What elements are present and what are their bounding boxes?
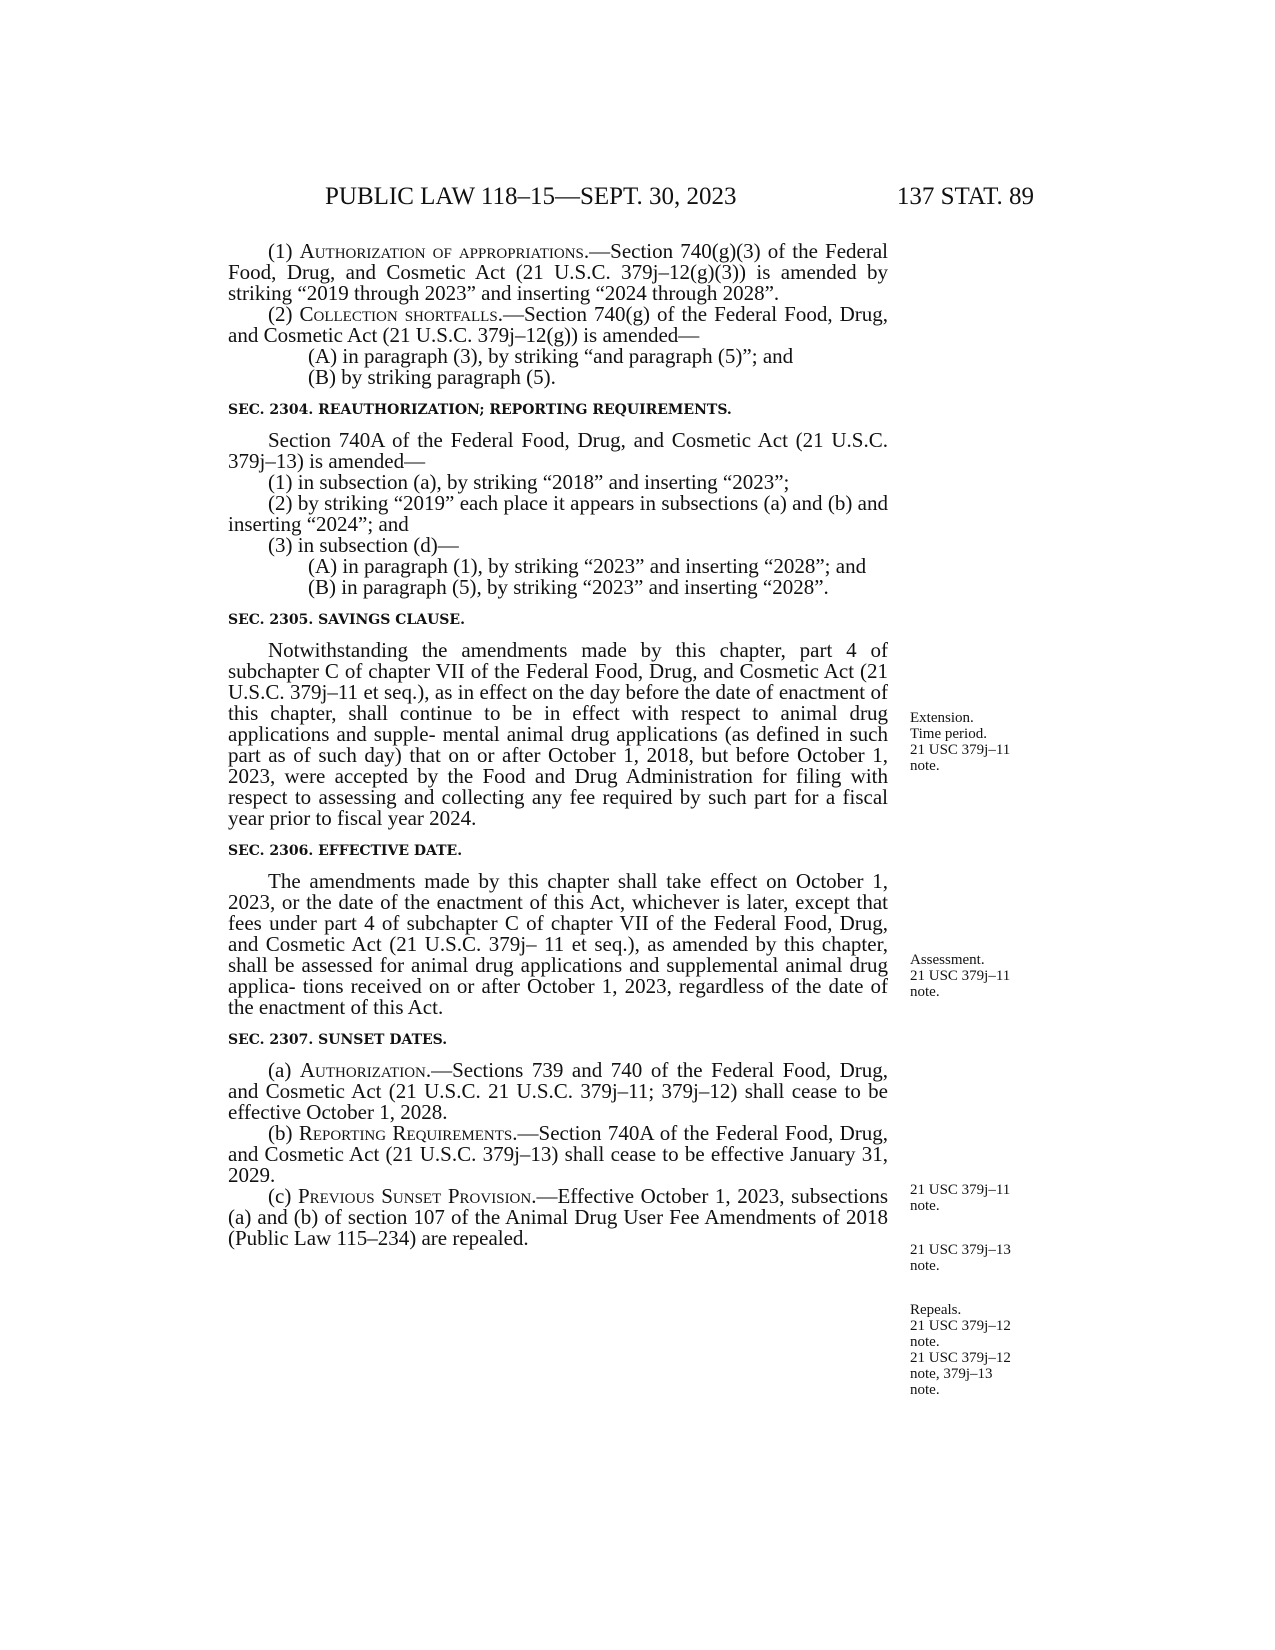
section-heading-2305: SEC. 2305. SAVINGS CLAUSE.: [228, 612, 465, 628]
section-heading-2307: SEC. 2307. SUNSET DATES.: [228, 1032, 448, 1048]
section-2304-intro: Section 740A of the Federal Food, Drug, and Cosmetic Act (21 U.S.C. 379j–13) is amended—: [228, 428, 888, 473]
section-2307-c: (c) Previous Sunset Provision.—Effective October 1, 2023, subsections (a) and (b) of section 107 of the Animal Drug User Fee Amendments of 2018 (Public Law 115–234) are repealed.: [228, 1184, 889, 1250]
margin-note-usc-379j-11: 21 USC 379j–11 note.: [910, 1182, 1011, 1214]
section-2304-item-2: (2) by striking “2019” each place it appears in subsections (a) and (b) and inserting “2024”; and: [228, 491, 888, 536]
section-2307-a: (a) Authorization.—Sections 739 and 740 of the Federal Food, Drug, and Cosmetic Act (21 U.S.C. 21 U.S.C. 379j–11; 379j–12) shall cease to be effective October 1, 2028.: [228, 1058, 888, 1124]
margin-note-extension: Extension. Time period. 21 USC 379j–11 note.: [910, 710, 1011, 774]
running-header: [228, 183, 1034, 223]
section-2304-item-1: (1) in subsection (a), by striking “2018” and inserting “2023”;: [268, 470, 790, 494]
section-2305-text: Notwithstanding the amendments made by this chapter, part 4 of subchapter C of chapter VII of the Federal Food, Drug, and Cosmetic Act (21 U.S.C. 379j–11 et seq.), as in effect on the day before the date of enactment of this chapter, shall continue to be in effect with respect to animal drug applications and supple- mental animal drug applications (as defined in such part as of such day) that on or after October 1, 2018, but before October 1, 2023, were accepted by the Food and Drug Administration for filing with respect to assessing and collecting any fee required by such part for a fiscal year prior to fiscal year 2024.: [228, 638, 888, 830]
section-2307-b: (b) Reporting Requirements.—Section 740A of the Federal Food, Drug, and Cosmetic Act (21 U.S.C. 379j–13) shall cease to be effective January 31, 2029.: [228, 1121, 888, 1187]
margin-note-usc-379j-13: 21 USC 379j–13 note.: [910, 1242, 1011, 1274]
section-heading-2306: SEC. 2306. EFFECTIVE DATE.: [228, 843, 463, 859]
paragraph-1: (1) Authorization of appropriations.—Section 740(g)(3) of the Federal Food, Drug, and Cosmetic Act (21 U.S.C. 379j–12(g)(3)) is amended by striking “2019 through 2023” and inserting “2024 through 2028”.: [228, 239, 888, 305]
paragraph-2b: (B) by striking paragraph (5).: [308, 365, 556, 389]
section-2304-item-3b: (B) in paragraph (5), by striking “2023” and inserting “2028”.: [308, 575, 829, 599]
section-2304-item-3a: (A) in paragraph (1), by striking “2023” and inserting “2028”; and: [308, 554, 867, 578]
paragraph-2: (2) Collection shortfalls.—Section 740(g) of the Federal Food, Drug, and Cosmetic Act (21 U.S.C. 379j–12(g)) is amended—: [228, 302, 888, 347]
paragraph-2a: (A) in paragraph (3), by striking “and paragraph (5)”; and: [308, 344, 794, 368]
header-page-ref: 137 STAT. 89: [896, 183, 1034, 210]
document-body: [228, 241, 888, 1249]
section-heading-2304: SEC. 2304. REAUTHORIZATION; REPORTING REQUIREMENTS.: [228, 402, 732, 418]
margin-note-repeals: Repeals. 21 USC 379j–12 note. 21 USC 379j–12 note, 379j–13 note.: [910, 1302, 1011, 1398]
margin-note-assessment: Assessment. 21 USC 379j–11 note.: [910, 952, 1011, 1000]
section-2306-text: The amendments made by this chapter shall take effect on October 1, 2023, or the date of the enactment of this Act, whichever is later, except that fees under part 4 of subchapter C of chapter VII of the Federal Food, Drug, and Cosmetic Act (21 U.S.C. 379j– 11 et seq.), as amended by this chapter, shall be assessed for animal drug applications and supplemental animal drug applica- tions received on or after October 1, 2023, regardless of the date of the enactment of this Act.: [228, 869, 888, 1019]
header-title: PUBLIC LAW 118–15—SEPT. 30, 2023: [325, 183, 737, 210]
section-2304-item-3: (3) in subsection (d)—: [268, 533, 459, 557]
